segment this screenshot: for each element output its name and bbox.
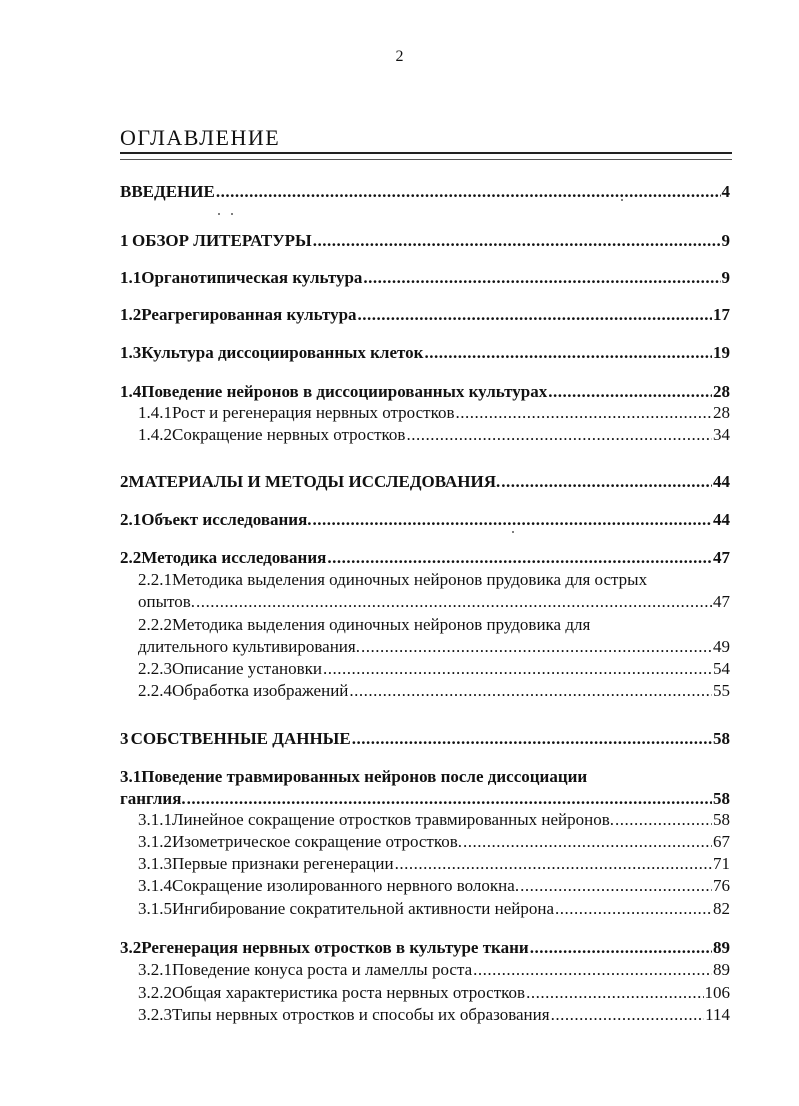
toc-entry-3-1-5[interactable] (138, 899, 730, 919)
toc-entry-page: 49 (713, 637, 730, 656)
leader-dots (358, 305, 712, 325)
toc-entry-text: МАТЕРИАЛЫ И МЕТОДЫ ИССЛЕДОВАНИЯ. (128, 472, 501, 491)
toc-entry-text: Линейное сокращение отростков травмированных нейронов. (172, 810, 615, 829)
toc-entry-2-2-2-line2[interactable] (138, 637, 730, 657)
toc-entry-2-2[interactable] (120, 548, 730, 568)
toc-title: ОГЛАВЛЕНИЕ (120, 125, 281, 150)
leader-dots (361, 637, 712, 657)
toc-entry-page: 47 (713, 548, 730, 567)
toc-entry-text: Сокращение нервных отростков (172, 425, 406, 444)
leader-dots (196, 592, 712, 612)
leader-dots (615, 810, 712, 830)
toc-entry-number: 3.2.2 (138, 983, 172, 1002)
toc-entry-1-3[interactable] (120, 343, 730, 363)
toc-entry-2-2-1-line2[interactable] (138, 592, 730, 612)
toc-entry-text: ОБЗОР ЛИТЕРАТУРЫ (132, 231, 312, 250)
leader-dots (424, 343, 712, 363)
leader-dots (406, 425, 712, 445)
toc-entry-page: 4 (721, 182, 730, 201)
toc-entry-continuation: опытов. (138, 592, 196, 611)
toc-entry-text: Рост и регенерация нервных отростков (172, 403, 455, 422)
toc-entry-page: 47 (713, 592, 730, 611)
toc-entry-number: 1.4 (120, 382, 142, 401)
toc-entry-text: Типы нервных отростков и способы их образования (172, 1005, 550, 1024)
toc-entry-page: 71 (713, 854, 730, 873)
toc-entry-continuation: ганглия. (120, 789, 186, 808)
toc-entry-3-2[interactable] (120, 938, 730, 958)
toc-entry-number: 3.2.1 (138, 960, 172, 979)
toc-entry-page: 76 (713, 876, 730, 895)
toc-entry-number: 2.2.3 (138, 659, 172, 678)
toc-entry-number: 3.1.2 (138, 832, 172, 851)
toc-entry-number: 3.2.3 (138, 1005, 172, 1024)
toc-entry-page: 58 (713, 729, 730, 748)
toc-entry-text: Поведение нейронов в диссоциированных культурах (141, 382, 548, 401)
toc-entry-number: 3.1.4 (138, 876, 172, 895)
toc-entry-text: Ингибирование сократительной активности нейрона (172, 899, 554, 918)
toc-entry-3-1-line1[interactable] (120, 767, 587, 787)
leader-dots (555, 899, 712, 919)
toc-entry-text: Общая характеристика роста нервных отростков (172, 983, 526, 1002)
toc-entry-text: Объект исследования. (141, 510, 312, 529)
toc-entry-2[interactable] (120, 472, 730, 492)
title-underline (120, 152, 732, 160)
toc-entry-page: 89 (713, 960, 730, 979)
toc-entry-2-2-1-line1[interactable] (138, 570, 647, 590)
toc-entry-continuation: длительного культивирования. (138, 637, 360, 656)
toc-entry-text: Регенерация нервных отростков в культуре ткани (141, 938, 529, 957)
toc-entry-page: 58 (713, 789, 730, 808)
toc-entry-number: 1.2 (120, 305, 142, 324)
toc-entry-number: 2.2 (120, 548, 142, 567)
toc-entry-introduction[interactable] (120, 182, 730, 202)
toc-entry-text: Методика выделения одиночных нейронов прудовика для острых (172, 570, 648, 589)
leader-dots (327, 548, 712, 568)
toc-entry-page: 55 (713, 681, 730, 700)
toc-entry-number: 3.1 (120, 767, 142, 786)
toc-entry-page: 67 (713, 832, 730, 851)
leader-dots (520, 876, 712, 896)
toc-entry-2-1[interactable] (120, 510, 730, 530)
toc-entry-page: 89 (713, 938, 730, 957)
toc-entry-page: 28 (713, 403, 730, 422)
toc-entry-1[interactable] (120, 231, 730, 251)
toc-entry-3-2-3[interactable] (138, 1005, 730, 1025)
leader-dots (548, 382, 712, 402)
toc-entry-page: 106 (704, 983, 730, 1002)
toc-entry-text: Поведение конуса роста и ламеллы роста (172, 960, 473, 979)
toc-entry-text: Изометрическое сокращение отростков. (172, 832, 463, 851)
toc-entry-text: Обработка изображений (172, 681, 349, 700)
toc-entry-1-4-2[interactable] (138, 425, 730, 445)
toc-entry-1-4-1[interactable] (138, 403, 730, 423)
toc-entry-number: 1.4.2 (138, 425, 172, 444)
toc-entry-page: 19 (713, 343, 730, 362)
toc-entry-3[interactable] (120, 729, 730, 749)
toc-entry-3-1-3[interactable] (138, 854, 730, 874)
toc-entry-text: Реагрегированная культура (141, 305, 357, 324)
toc-entry-text: Органотипическая культура (141, 268, 363, 287)
toc-entry-number: 3 (120, 729, 129, 748)
toc-entry-number: 1 (120, 231, 129, 250)
toc-entry-1-1[interactable] (120, 268, 730, 288)
toc-entry-3-1-line2[interactable] (120, 789, 730, 809)
leader-dots (313, 510, 712, 530)
toc-entry-number: 2.2.4 (138, 681, 172, 700)
toc-entry-2-2-4[interactable] (138, 681, 730, 701)
toc-entry-text: ВВЕДЕНИЕ (120, 182, 215, 201)
page-number: 2 (395, 48, 404, 65)
toc-entry-page: 17 (713, 305, 730, 324)
toc-entry-number: 3.1.1 (138, 810, 172, 829)
toc-entry-number: 2.1 (120, 510, 142, 529)
toc-entry-text: Культура диссоциированных клеток (141, 343, 424, 362)
toc-entry-number: 2.2.1 (138, 570, 172, 589)
toc-entry-page: 58 (713, 810, 730, 829)
toc-entry-text: Методика исследования (141, 548, 327, 567)
leader-dots (501, 472, 712, 492)
toc-entry-3-2-1[interactable] (138, 960, 730, 980)
leader-dots (395, 854, 712, 874)
toc-entry-number: 3.2 (120, 938, 142, 957)
toc-entry-1-2[interactable] (120, 305, 730, 325)
toc-entry-number: 2.2.2 (138, 615, 172, 634)
toc-entry-page: 28 (713, 382, 730, 401)
leader-dots (456, 403, 713, 423)
toc-entry-text: Методика выделения одиночных нейронов прудовика для (172, 615, 591, 634)
toc-entry-page: 114 (705, 1005, 730, 1024)
toc-entry-text: Поведение травмированных нейронов после диссоциации (141, 767, 588, 786)
toc-entry-page: 9 (721, 231, 730, 250)
leader-dots (526, 983, 703, 1003)
toc-entry-number: 1.1 (120, 268, 142, 287)
toc-entry-text: Первые признаки регенерации (172, 854, 394, 873)
toc-entry-2-2-2-line1[interactable] (138, 615, 590, 635)
toc-entry-number: 3.1.5 (138, 899, 172, 918)
leader-dots (363, 268, 720, 288)
toc-entry-page: 44 (713, 510, 730, 529)
toc-entry-page: 44 (713, 472, 730, 491)
toc-entry-page: 54 (713, 659, 730, 678)
toc-entry-page: 34 (713, 425, 730, 444)
leader-dots (216, 182, 721, 202)
toc-entry-3-1-1[interactable] (138, 810, 730, 830)
toc-entry-number: 3.1.3 (138, 854, 172, 873)
toc-entry-text: Описание установки (172, 659, 322, 678)
leader-dots (187, 789, 712, 809)
toc-entry-number: 1.4.1 (138, 403, 172, 422)
toc-entry-number: 2 (120, 472, 129, 491)
leader-dots (530, 938, 712, 958)
leader-dots (463, 832, 712, 852)
toc-entry-text: СОБСТВЕННЫЕ ДАННЫЕ (130, 729, 351, 748)
leader-dots (323, 659, 712, 679)
toc-entry-3-1-2[interactable] (138, 832, 730, 852)
toc-entry-number: 1.3 (120, 343, 142, 362)
toc-entry-3-1-4[interactable] (138, 876, 730, 896)
leader-dots (551, 1005, 705, 1025)
leader-dots (473, 960, 712, 980)
toc-entry-2-2-3[interactable] (138, 659, 730, 679)
toc-entry-page: 9 (721, 268, 730, 287)
leader-dots (352, 729, 712, 749)
toc-entry-page: 82 (713, 899, 730, 918)
toc-entry-text: Сокращение изолированного нервного волокна. (172, 876, 520, 895)
leader-dots (313, 231, 721, 251)
toc-entry-1-4[interactable] (120, 382, 730, 402)
leader-dots (349, 681, 712, 701)
toc-entry-3-2-2[interactable] (138, 983, 730, 1003)
